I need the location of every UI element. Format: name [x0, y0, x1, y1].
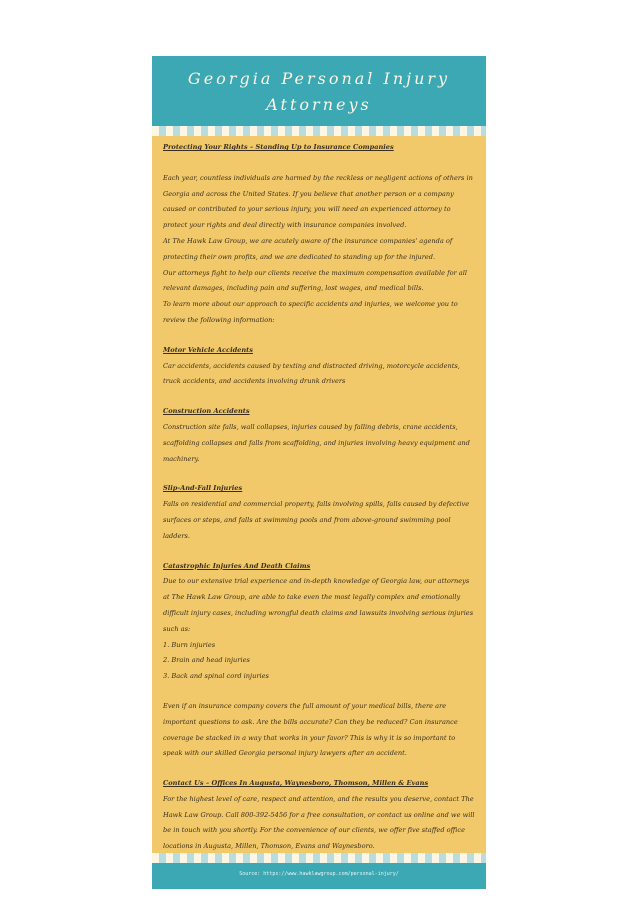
paragraph: Our attorneys fight to help our clients receive the maximum compensation available for all relevant damages, including pain and suffering, lost wages, and medical bills.	[163, 268, 467, 293]
paragraph: At The Hawk Law Group, we are acutely aware of the insurance companies' agenda of protecting their own profits, and we are dedicated to standing up for the injured.	[163, 236, 453, 261]
header-banner	[152, 56, 486, 126]
content-body	[163, 140, 476, 855]
paragraph: Each year, countless individuals are harmed by the reckless or negligent actions of others in Georgia and across the United States. If you believe that another person or a company caused or contributed to your serious injury, you will need an experienced attorney to protect your rights and deal directly with insurance companies involved.	[163, 173, 473, 230]
section-heading: Catastrophic Injuries And Death Claims	[163, 561, 311, 570]
section-catastrophic	[163, 559, 476, 685]
paragraph: For the highest level of care, respect and attention, and the results you deserve, contact The Hawk Law Group. Call 800-392-5456 for a free consultation, or contact us online and we will be in touch with you shortly. For the convenience of our clients, we offer five staffed office locations in Augusta, Millen, Thomson, Evans and Waynesboro.	[163, 794, 475, 851]
page-title-line-1: Georgia Personal Injury	[187, 69, 451, 88]
paragraph: Even if an insurance company covers the full amount of your medical bills, there are important questions to ask. Are the bills accurate? Can they be reduced? Can insurance coverage be stacked in a way that works in your favor? This is why it is so important to speak with our skilled Georgia personal injury lawyers after an accident.	[163, 701, 458, 758]
page-title-line-2: Attorneys	[266, 95, 372, 114]
footer-banner	[152, 863, 486, 889]
section-heading: Motor Vehicle Accidents	[163, 345, 253, 354]
section-contact	[163, 776, 476, 855]
source-link[interactable]: Source: https://www.hawklawgroup.com/personal-injury/	[239, 871, 399, 877]
infographic-poster	[152, 56, 486, 889]
list-item: 1. Burn injuries	[163, 640, 216, 649]
section-heading: Construction Accidents	[163, 407, 250, 416]
section-motor-vehicle	[163, 343, 476, 390]
paragraph: To learn more about our approach to specific accidents and injuries, we welcome you to review the following information:	[163, 300, 458, 324]
paragraph: Falls on residential and commercial property, falls involving spills, falls caused by defective surfaces or steps, and falls at swimming pools and from above-ground swimming pool ladders.	[163, 500, 470, 540]
list-item: 3. Back and spinal cord injuries	[163, 672, 269, 681]
section-slip-and-fall	[163, 481, 476, 544]
section-heading: Protecting Your Rights – Standing Up to Insurance Companies	[163, 143, 394, 151]
list-item: 2. Brain and head injuries	[163, 656, 250, 665]
section-heading: Slip-And-Fall Injuries	[163, 484, 243, 493]
section-construction	[163, 404, 476, 467]
paragraph: Construction site falls, wall collapses, injuries caused by falling debris, crane accidents, scaffolding collapses and falls from scaffolding, and injuries involving heavy equipment and machinery.	[163, 422, 470, 463]
decorative-strip-top	[152, 126, 486, 136]
section-insurance	[163, 699, 476, 762]
paragraph: Car accidents, accidents caused by texting and distracted driving, motorcycle accidents, truck accidents, and accidents involving drunk drivers	[163, 361, 460, 386]
paragraph: Due to our extensive trial experience and in-depth knowledge of Georgia law, our attorneys at The Hawk Law Group, are able to take even the most legally complex and emotionally difficult injury cases, including wrongful death claims and lawsuits involving serious injuries such as:	[163, 577, 474, 633]
decorative-strip-bottom	[152, 853, 486, 863]
section-heading: Contact Us – Offices In Augusta, Waynesboro, Thomson, Millen & Evans	[163, 779, 429, 788]
section-intro	[163, 140, 476, 329]
